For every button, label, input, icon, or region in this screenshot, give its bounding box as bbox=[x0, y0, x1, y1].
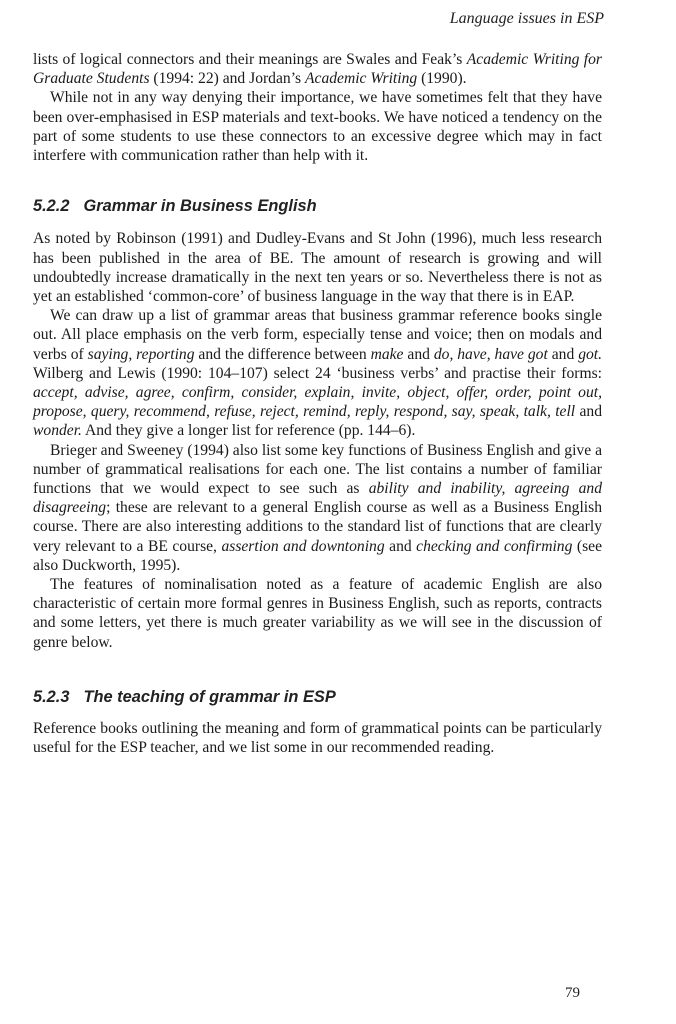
text-run: (1990). bbox=[417, 70, 467, 88]
italic-term: ability and inability, agreeing and disagreeing bbox=[33, 480, 602, 517]
paragraph-research: As noted by Robinson (1991) and Dudley-Evans and St John (1996), much less research has been published in the area of BE. The amount of research is growing and will undoubtedly increase dramatically in the next ten years or so. Nevertheless there is not as yet an established ‘common-core’ of business language in the way that there is in EAP. bbox=[33, 230, 602, 306]
text-run: (1994: 22) and Jordan’s bbox=[149, 70, 305, 88]
text-run: lists of logical connectors and their meanings are Swales and Feak’s bbox=[33, 51, 467, 68]
italic-verb-list: accept, advise, agree, confirm, consider, explain, invite, object, offer, order, point out, propose, query, recommend, refuse, reject, remind, reply, respond, say, speak, talk, tell bbox=[33, 384, 602, 421]
text-run: Brieger and Sweeney (1994) also list some key functions of Business English and give a number of grammatical realisations for each one. The list contains a number of familiar functions that we would expect to see such as bbox=[33, 441, 602, 498]
book-title: Academic Writing for Graduate Students bbox=[33, 51, 603, 88]
italic-term: wonder. bbox=[33, 422, 82, 440]
text-run: (see also Duckworth, 1995). bbox=[33, 537, 602, 574]
running-head: Language issues in ESP bbox=[449, 10, 604, 27]
book-title: Academic Writing bbox=[305, 70, 418, 88]
text-run: and bbox=[384, 537, 417, 555]
section-heading-5-2-2 bbox=[33, 197, 602, 216]
italic-term: checking and confirming bbox=[416, 537, 573, 555]
page-number: 79 bbox=[565, 985, 580, 1001]
text-run: And they give a longer list for reference (pp. 144–6). bbox=[81, 422, 416, 440]
text-run: and the difference between bbox=[194, 345, 371, 363]
section-number: 5.2.3 bbox=[33, 687, 70, 706]
text-run: and bbox=[403, 345, 434, 363]
page-body bbox=[33, 50, 602, 758]
text-run: and bbox=[547, 345, 579, 363]
paragraph-over-emphasis: While not in any way denying their importance, we have sometimes felt that they have been over-emphasised in ESP materials and text-books. We have noticed a tendency on the part of some students to use these connectors to an excessive degree which may in fact interfere with communication rather than help with it. bbox=[33, 89, 602, 165]
italic-term: make bbox=[370, 345, 404, 363]
paragraph-functions bbox=[33, 441, 602, 575]
section-number: 5.2.2 bbox=[33, 197, 70, 216]
section-heading-5-2-3 bbox=[33, 688, 602, 707]
italic-term: assertion and downtoning bbox=[221, 537, 385, 555]
section-title: Grammar in Business English bbox=[83, 197, 317, 216]
italic-term: saying, reporting bbox=[87, 345, 195, 363]
italic-term: got. bbox=[578, 345, 603, 363]
text-run: ; these are relevant to a general English course as well as a Business English course. There are also interesting additions to the standard list of functions that are clearly very relevant to a BE course, bbox=[33, 499, 602, 555]
section-title: The teaching of grammar in ESP bbox=[83, 687, 336, 706]
text-run: Wilberg and Lewis (1990: 104–107) select 24 ‘business verbs’ and practise their forms: bbox=[33, 364, 602, 382]
paragraph-connectors-refs bbox=[33, 50, 602, 88]
text-run: We can draw up a list of grammar areas that business grammar reference books single out. All place emphasis on the verb form, especially tense and voice; then on modals and verbs of bbox=[33, 307, 602, 363]
text-run: and bbox=[575, 403, 602, 421]
paragraph-reference-books: Reference books outlining the meaning and form of grammatical points can be particularly useful for the ESP teacher, and we list some in our recommended reading. bbox=[33, 720, 602, 757]
paragraph-grammar-areas bbox=[33, 306, 602, 440]
paragraph-nominalisation: The features of nominalisation noted as a feature of academic English are also characteristic of certain more formal genres in Business English, such as reports, contracts and some letters, yet there is much greater variability as we will see in the discussion of genre below. bbox=[33, 576, 602, 651]
italic-term: do, have, have got bbox=[433, 345, 548, 363]
